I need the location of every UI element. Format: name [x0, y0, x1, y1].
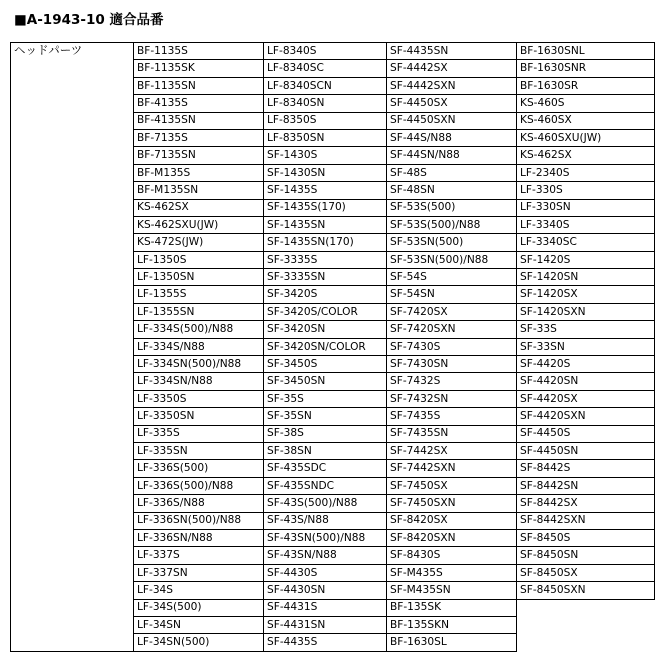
part-number-cell: SF-4435S: [264, 634, 387, 651]
part-number-cell: SF-7450SX: [387, 477, 517, 494]
part-number-cell: SF-4450SN: [517, 442, 655, 459]
part-number-cell: LF-34S(500): [134, 599, 264, 616]
part-number-cell: BF-1135SN: [134, 77, 264, 94]
part-number-cell: SF-M435S: [387, 564, 517, 581]
part-number-cell: SF-1430SN: [264, 164, 387, 181]
part-number-cell: SF-8442SN: [517, 477, 655, 494]
part-number-cell: LF-3350SN: [134, 408, 264, 425]
part-number-cell: LF-336SN/N88: [134, 529, 264, 546]
part-number-cell: SF-8450SN: [517, 547, 655, 564]
part-number-cell: SF-1420SX: [517, 286, 655, 303]
part-number-cell: SF-1435SN: [264, 216, 387, 233]
part-number-cell: LF-335SN: [134, 442, 264, 459]
part-number-cell: LF-337SN: [134, 564, 264, 581]
part-number-cell: SF-7442SXN: [387, 460, 517, 477]
empty-cell: [517, 616, 655, 633]
part-number-cell: SF-44SN/N88: [387, 147, 517, 164]
part-number-cell: LF-3340SC: [517, 234, 655, 251]
part-number-cell: LF-34SN: [134, 616, 264, 633]
part-number-cell: SF-8442SXN: [517, 512, 655, 529]
part-number-cell: SF-8442SX: [517, 495, 655, 512]
part-number-cell: LF-8350S: [264, 112, 387, 129]
part-number-cell: LF-1350SN: [134, 269, 264, 286]
part-number-cell: LF-336SN(500)/N88: [134, 512, 264, 529]
part-number-cell: SF-8420SX: [387, 512, 517, 529]
part-number-cell: SF-3335SN: [264, 269, 387, 286]
part-number-cell: BF-1630SNL: [517, 43, 655, 60]
part-number-cell: SF-8430S: [387, 547, 517, 564]
part-number-cell: KS-460S: [517, 95, 655, 112]
part-number-cell: SF-3420SN: [264, 321, 387, 338]
part-number-cell: LF-330S: [517, 182, 655, 199]
part-number-cell: SF-4430S: [264, 564, 387, 581]
part-number-cell: KS-462SXU(JW): [134, 216, 264, 233]
part-number-cell: LF-34SN(500): [134, 634, 264, 651]
part-number-cell: SF-7435SN: [387, 425, 517, 442]
part-number-cell: LF-336S/N88: [134, 495, 264, 512]
part-number-cell: BF-4135S: [134, 95, 264, 112]
part-number-cell: KS-460SXU(JW): [517, 129, 655, 146]
part-number-cell: SF-7442SX: [387, 442, 517, 459]
part-number-cell: SF-53SN(500): [387, 234, 517, 251]
part-number-cell: SF-43SN(500)/N88: [264, 529, 387, 546]
compatible-parts-table: [10, 42, 655, 652]
part-number-cell: SF-3450S: [264, 356, 387, 373]
part-number-cell: LF-2340S: [517, 164, 655, 181]
part-number-cell: LF-1350S: [134, 251, 264, 268]
part-number-cell: SF-8450S: [517, 529, 655, 546]
part-number-cell: SF-4431S: [264, 599, 387, 616]
part-number-cell: BF-1630SL: [387, 634, 517, 651]
part-number-cell: LF-8340SC: [264, 60, 387, 77]
part-number-cell: LF-334S/N88: [134, 338, 264, 355]
part-number-cell: KS-472S(JW): [134, 234, 264, 251]
part-number-cell: SF-48S: [387, 164, 517, 181]
part-number-cell: BF-M135S: [134, 164, 264, 181]
part-number-cell: SF-44S/N88: [387, 129, 517, 146]
part-number-cell: BF-7135S: [134, 129, 264, 146]
part-number-cell: SF-7435S: [387, 408, 517, 425]
part-number-cell: LF-8340S: [264, 43, 387, 60]
part-number-cell: SF-53S(500)/N88: [387, 216, 517, 233]
part-number-cell: SF-7420SX: [387, 303, 517, 320]
part-number-cell: SF-4420S: [517, 356, 655, 373]
part-number-cell: SF-43S/N88: [264, 512, 387, 529]
part-number-cell: KS-462SX: [517, 147, 655, 164]
part-number-cell: SF-7420SXN: [387, 321, 517, 338]
part-number-cell: SF-3335S: [264, 251, 387, 268]
part-number-cell: SF-3420S: [264, 286, 387, 303]
part-number-cell: SF-4450S: [517, 425, 655, 442]
part-number-cell: SF-3420SN/COLOR: [264, 338, 387, 355]
part-number-cell: BF-1630SNR: [517, 60, 655, 77]
part-number-cell: KS-460SX: [517, 112, 655, 129]
part-number-cell: LF-8340SCN: [264, 77, 387, 94]
part-number-cell: SF-35SN: [264, 408, 387, 425]
part-number-cell: SF-4442SXN: [387, 77, 517, 94]
part-number-cell: BF-1135S: [134, 43, 264, 60]
part-number-cell: SF-35S: [264, 390, 387, 407]
part-number-cell: BF-7135SN: [134, 147, 264, 164]
part-number-cell: LF-8340SN: [264, 95, 387, 112]
part-number-cell: BF-M135SN: [134, 182, 264, 199]
part-number-cell: SF-53SN(500)/N88: [387, 251, 517, 268]
part-number-cell: SF-7450SXN: [387, 495, 517, 512]
part-number-cell: LF-330SN: [517, 199, 655, 216]
part-number-cell: SF-1420SXN: [517, 303, 655, 320]
part-number-cell: BF-4135SN: [134, 112, 264, 129]
part-number-cell: SF-8442S: [517, 460, 655, 477]
part-number-cell: SF-3450SN: [264, 373, 387, 390]
part-number-cell: SF-4420SXN: [517, 408, 655, 425]
part-number-cell: SF-4420SN: [517, 373, 655, 390]
part-number-cell: SF-1435S: [264, 182, 387, 199]
part-number-cell: SF-8420SXN: [387, 529, 517, 546]
part-number-cell: BF-135SK: [387, 599, 517, 616]
empty-cell: [517, 634, 655, 651]
part-number-cell: SF-435SNDC: [264, 477, 387, 494]
part-number-cell: SF-33S: [517, 321, 655, 338]
part-number-cell: SF-1420SN: [517, 269, 655, 286]
part-number-cell: SF-4442SX: [387, 60, 517, 77]
part-number-cell: LF-334SN/N88: [134, 373, 264, 390]
category-label: ヘッドパーツ: [11, 43, 134, 652]
part-number-cell: KS-462SX: [134, 199, 264, 216]
part-number-cell: LF-1355S: [134, 286, 264, 303]
part-number-cell: BF-1135SK: [134, 60, 264, 77]
part-number-cell: SF-54S: [387, 269, 517, 286]
part-number-cell: LF-3340S: [517, 216, 655, 233]
part-number-cell: SF-1435S(170): [264, 199, 387, 216]
part-number-cell: LF-336S(500): [134, 460, 264, 477]
part-number-cell: LF-334SN(500)/N88: [134, 356, 264, 373]
part-number-cell: SF-43SN/N88: [264, 547, 387, 564]
part-number-cell: SF-7430S: [387, 338, 517, 355]
part-number-cell: SF-3420S/COLOR: [264, 303, 387, 320]
part-number-cell: LF-336S(500)/N88: [134, 477, 264, 494]
part-number-cell: BF-135SKN: [387, 616, 517, 633]
part-number-cell: BF-1630SR: [517, 77, 655, 94]
part-number-cell: SF-7432SN: [387, 390, 517, 407]
part-number-cell: SF-1435SN(170): [264, 234, 387, 251]
part-number-cell: SF-8450SX: [517, 564, 655, 581]
part-number-cell: LF-337S: [134, 547, 264, 564]
part-number-cell: SF-53S(500): [387, 199, 517, 216]
part-number-cell: SF-M435SN: [387, 582, 517, 599]
part-number-cell: SF-4450SX: [387, 95, 517, 112]
table-row: [11, 43, 655, 60]
part-number-cell: SF-43S(500)/N88: [264, 495, 387, 512]
part-number-cell: SF-4430SN: [264, 582, 387, 599]
part-number-cell: SF-8450SXN: [517, 582, 655, 599]
part-number-cell: SF-4420SX: [517, 390, 655, 407]
part-number-cell: SF-7432S: [387, 373, 517, 390]
part-number-cell: SF-1430S: [264, 147, 387, 164]
part-number-cell: SF-48SN: [387, 182, 517, 199]
empty-cell: [517, 599, 655, 616]
part-number-cell: SF-4450SXN: [387, 112, 517, 129]
part-number-cell: LF-3350S: [134, 390, 264, 407]
part-number-cell: SF-4431SN: [264, 616, 387, 633]
part-number-cell: SF-38S: [264, 425, 387, 442]
part-number-cell: SF-33SN: [517, 338, 655, 355]
document-title: ■A-1943-10 適合品番: [14, 12, 164, 28]
part-number-cell: SF-4435SN: [387, 43, 517, 60]
part-number-cell: SF-38SN: [264, 442, 387, 459]
part-number-cell: LF-34S: [134, 582, 264, 599]
part-number-cell: SF-1420S: [517, 251, 655, 268]
part-number-cell: LF-335S: [134, 425, 264, 442]
part-number-cell: LF-8350SN: [264, 129, 387, 146]
part-number-cell: SF-435SDC: [264, 460, 387, 477]
part-number-cell: SF-7430SN: [387, 356, 517, 373]
part-number-cell: LF-1355SN: [134, 303, 264, 320]
part-number-cell: LF-334S(500)/N88: [134, 321, 264, 338]
part-number-cell: SF-54SN: [387, 286, 517, 303]
